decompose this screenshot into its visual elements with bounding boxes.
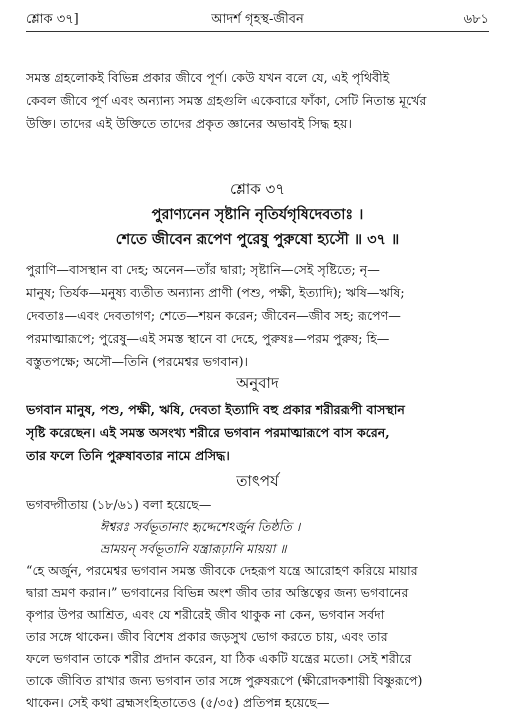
verse-line: শেতে জীবেন রূপেণ পুরেষু পুরুষো হ্যসৌ ॥ ৩৭ ॥ xyxy=(115,231,400,248)
purport-line: থাকেন। সেই কথা ব্রহ্মসংহিতাতেও (৫/৩৫) প্রতিপন্ন হয়েছে— xyxy=(26,695,330,710)
translation-line: সৃষ্টি করেছেন। এই সমস্ত অসংখ্য শরীরে ভগবান পরমাত্মারূপে বাস করেন, xyxy=(26,425,390,440)
synonyms-line: মানুষ; তির্যক—মনুষ্য ব্যতীত অন্যান্য প্রাণী (পশু, পক্ষী, ইত্যাদি); ঋষি—ঋষি; xyxy=(26,285,405,300)
intro-line: উক্তি। তাদের এই উক্তিতে তাদের প্রকৃত জ্ঞানের অভাবই সিদ্ধ হয়। xyxy=(26,116,352,131)
purport-line: দ্বারা ভ্রমণ করান।” ভগবানের বিভিন্ন অংশ জীব তার অস্তিত্বের জন্য ভগবানের xyxy=(26,585,409,600)
sanskrit-verse xyxy=(26,202,489,252)
purport-line: ফলে ভগবান তাকে শরীর প্রদান করেন, যা ঠিক একটি যন্ত্রের মতো। সেই শরীরে xyxy=(26,651,412,666)
translation-line: ভগবান মানুষ, পশু, পক্ষী, ঋষি, দেবতা ইত্যাদি বহু প্রকার শরীররূপী বাসস্থান xyxy=(26,402,405,417)
translation-heading: অনুবাদ xyxy=(236,374,279,392)
synonyms-line: পুরাণি—বাসস্থান বা দেহ; অনেন—তাঁর দ্বারা; সৃষ্টানি—সেই সৃষ্টিতে; নৃ— xyxy=(26,262,380,277)
purport-line: তাকে জীবিত রাখার জন্য ভগবান তার সঙ্গে পুরুষরূপে (ক্ষীরোদকশায়ী বিষ্ণুরূপে) xyxy=(26,673,423,688)
synonyms-line: দেবতাঃ—এবং দেবতাগণ; শেতে—শয়ন করেন; জীবেন—জীব সহ; রূপেণ— xyxy=(26,308,401,323)
synonyms-line: পরমাত্মারূপে; পুরেষু—এই সমস্ত স্থানে বা দেহে, পুরুষঃ—পরম পুরুষ; হি— xyxy=(26,331,390,346)
intro-line: সমস্ত গ্রহলোকই বিভিন্ন প্রকার জীবে পূর্ণ। কেউ যখন বলে যে, এই পৃথিবীই xyxy=(26,70,390,85)
header-rule xyxy=(26,31,489,32)
purport-line: কৃপার উপর আশ্রিত, এবং যে শরীরেই জীব থাকুক না কেন, ভগবান সর্বদা xyxy=(26,607,385,622)
verse-line: পুরাণ্যনেন সৃষ্টানি নৃতির্যগৃষিদেবতাঃ । xyxy=(151,206,364,223)
header-chapter-title: আদর্শ গৃহস্থ-জীবন xyxy=(211,12,304,27)
purport-section xyxy=(26,494,489,714)
page-number: ৬৮১ xyxy=(463,12,489,27)
translation-paragraph xyxy=(26,398,489,467)
gita-quote-line: ঈশ্বরঃ সর্বভূতানাং হৃদ্দেশেঽর্জুন তিষ্ঠতি । xyxy=(100,519,301,534)
synonyms-line: বস্তুতপক্ষে; অসৌ—তিনি (পরমেশ্বর ভগবান)। xyxy=(26,354,249,369)
synonyms-paragraph xyxy=(26,258,489,373)
gita-quote-line: ভ্রাময়ন্ সর্বভূতানি যন্ত্রারূঢ়ানি মায়য়া ॥ xyxy=(100,541,287,556)
intro-line: কেবল জীবে পূর্ণ এবং অন্যান্য সমস্ত গ্রহগুলি একেবারে ফাঁকা, সেটি নিতান্ত মূর্খের xyxy=(26,93,427,108)
purport-line: “হে অর্জুন, পরমেশ্বর ভগবান সমস্ত জীবকে দেহরূপ যন্ত্রে আরোহণ করিয়ে মায়ার xyxy=(26,563,418,578)
purport-line: তার সঙ্গে থাকেন। জীব বিশেষ প্রকার জড়সুখ ভোগ করতে চায়, এবং তার xyxy=(26,629,388,644)
verse-heading: শ্লোক ৩৭ xyxy=(230,180,285,198)
header-verse-ref: শ্লোক ৩৭] xyxy=(26,12,79,27)
purport-lead-line: ভগবদ্গীতায় (১৮/৬১) বলা হয়েছে— xyxy=(26,497,212,512)
purport-heading: তাৎপর্য xyxy=(236,472,279,490)
intro-paragraph xyxy=(26,66,489,135)
translation-line: তার ফলে তিনি পুরুষাবতার নামে প্রসিদ্ধ। xyxy=(26,448,230,463)
running-header xyxy=(26,10,489,30)
